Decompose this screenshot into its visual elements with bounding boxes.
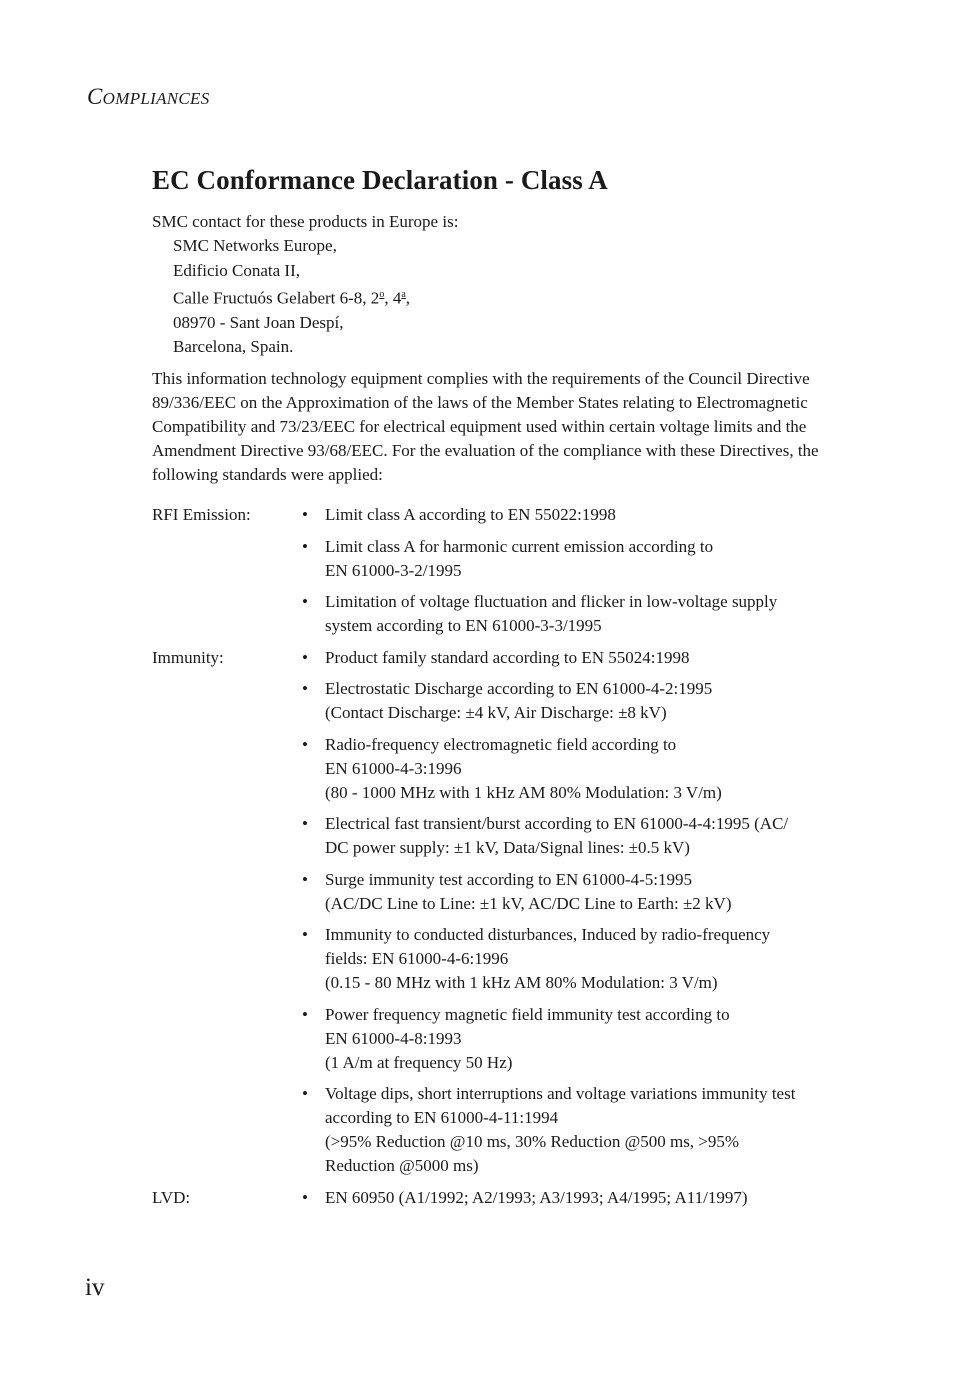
standard-item-line: Limitation of voltage fluctuation and flicker in low-voltage supply bbox=[325, 592, 778, 612]
standard-item-line: Surge immunity test according to EN 61000-4-5:1995 bbox=[325, 869, 693, 889]
standard-item-line: EN 60950 (A1/1992; A2/1993; A3/1993; A4/1995; A11/1997) bbox=[325, 1187, 748, 1207]
standard-item bbox=[302, 677, 852, 725]
standard-item-line: (>95% Reduction @10 ms, 30% Reduction @500 ms, >95% bbox=[325, 1132, 740, 1152]
section-title: EC Conformance Declaration - Class A bbox=[152, 165, 608, 195]
standard-item bbox=[302, 1186, 852, 1210]
standards-row-lvd bbox=[152, 1186, 852, 1218]
standard-item-line: (0.15 - 80 MHz with 1 kHz AM 80% Modulation: 3 V/m) bbox=[325, 973, 718, 993]
standard-item-line: Limit class A for harmonic current emission according to bbox=[325, 536, 714, 556]
bullet-icon: • bbox=[302, 536, 308, 556]
bullet-icon: • bbox=[302, 679, 308, 699]
standard-item-line: Power frequency magnetic field immunity test according to bbox=[325, 1004, 730, 1024]
standard-item-line: Electrostatic Discharge according to EN 61000-4-2:1995 bbox=[325, 679, 713, 699]
standard-item bbox=[302, 868, 852, 916]
standard-item-line: EN 61000-4-3:1996 bbox=[325, 758, 462, 778]
standard-item-line: Reduction @5000 ms) bbox=[325, 1156, 479, 1176]
standard-item-line: Electrical fast transient/burst according to EN 61000-4-4:1995 (AC/ bbox=[325, 814, 789, 834]
standards-row-rfi bbox=[152, 503, 852, 646]
standards-row-immunity bbox=[152, 646, 852, 1186]
contact-intro: SMC contact for these products in Europe is: bbox=[152, 212, 459, 232]
standard-item bbox=[302, 1003, 852, 1075]
bullet-icon: • bbox=[302, 925, 308, 945]
bullet-icon: • bbox=[302, 734, 308, 754]
standard-item-line: Radio-frequency electromagnetic field according to bbox=[325, 734, 677, 754]
standard-item bbox=[302, 535, 852, 583]
standard-item bbox=[302, 646, 852, 670]
standard-item-line: (80 - 1000 MHz with 1 kHz AM 80% Modulation: 3 V/m) bbox=[325, 782, 722, 802]
bullet-icon: • bbox=[302, 1187, 308, 1207]
standard-item-line: system according to EN 61000-3-3/1995 bbox=[325, 616, 602, 636]
standards-label: LVD: bbox=[152, 1187, 191, 1207]
standard-item-line: Product family standard according to EN 55024:1998 bbox=[325, 647, 690, 667]
standard-item bbox=[302, 503, 852, 527]
standard-item-line: (Contact Discharge: ±4 kV, Air Discharge: ±8 kV) bbox=[325, 703, 667, 723]
page-content bbox=[152, 164, 852, 1217]
standards-label: Immunity: bbox=[152, 647, 224, 667]
standard-item-line: EN 61000-3-2/1995 bbox=[325, 560, 462, 580]
standard-item-line: fields: EN 61000-4-6:1996 bbox=[325, 949, 509, 969]
bullet-icon: • bbox=[302, 869, 308, 889]
bullet-icon: • bbox=[302, 814, 308, 834]
address-line: Calle Fructuós Gelabert 6-8, 2$^o$, 4$^a$, bbox=[173, 288, 411, 308]
contact-address bbox=[173, 234, 852, 359]
standard-item bbox=[302, 812, 852, 860]
running-header-cap: C bbox=[87, 84, 103, 109]
standards-list bbox=[302, 1186, 852, 1218]
standard-item bbox=[302, 1082, 852, 1178]
standards-label: RFI Emission: bbox=[152, 505, 251, 525]
standard-item-line: (AC/DC Line to Line: ±1 kV, AC/DC Line to Earth: ±2 kV) bbox=[325, 893, 732, 913]
bullet-icon: • bbox=[302, 505, 308, 525]
address-line: Barcelona, Spain. bbox=[173, 336, 294, 356]
page-number: iv bbox=[85, 1274, 105, 1301]
running-header bbox=[87, 84, 210, 110]
address-line: Edificio Conata II, bbox=[173, 260, 300, 280]
standard-item-line: EN 61000-4-8:1993 bbox=[325, 1028, 462, 1048]
bullet-icon: • bbox=[302, 647, 308, 667]
compliance-paragraph: This information technology equipment complies with the requirements of the Council Directive 89/336/EEC on the Approximation of the laws of the Member States relating to Electromagnetic Compatibility and 73/23/EEC for electrical equipment used within certain voltage limits and the Amendment Directive 93/68/EEC. For the evaluation of the compliance with these Directives, the following standards were applied: bbox=[152, 369, 819, 485]
standards-list bbox=[302, 646, 852, 1186]
standard-item-line: according to EN 61000-4-11:1994 bbox=[325, 1108, 559, 1128]
address-line: 08970 - Sant Joan Despí, bbox=[173, 312, 344, 332]
standard-item-line: Limit class A according to EN 55022:1998 bbox=[325, 505, 616, 525]
standard-item bbox=[302, 733, 852, 805]
standard-item-line: Immunity to conducted disturbances, Induced by radio-frequency bbox=[325, 925, 771, 945]
standard-item-line: (1 A/m at frequency 50 Hz) bbox=[325, 1052, 513, 1072]
standard-item-line: DC power supply: ±1 kV, Data/Signal lines: ±0.5 kV) bbox=[325, 838, 690, 858]
standard-item-line: Voltage dips, short interruptions and voltage variations immunity test bbox=[325, 1084, 796, 1104]
bullet-icon: • bbox=[302, 592, 308, 612]
standard-item bbox=[302, 590, 852, 638]
bullet-icon: • bbox=[302, 1084, 308, 1104]
standards-list bbox=[302, 503, 852, 646]
standard-item bbox=[302, 923, 852, 995]
bullet-icon: • bbox=[302, 1004, 308, 1024]
running-header-rest: OMPLIANCES bbox=[102, 89, 210, 108]
address-line: SMC Networks Europe, bbox=[173, 236, 337, 256]
